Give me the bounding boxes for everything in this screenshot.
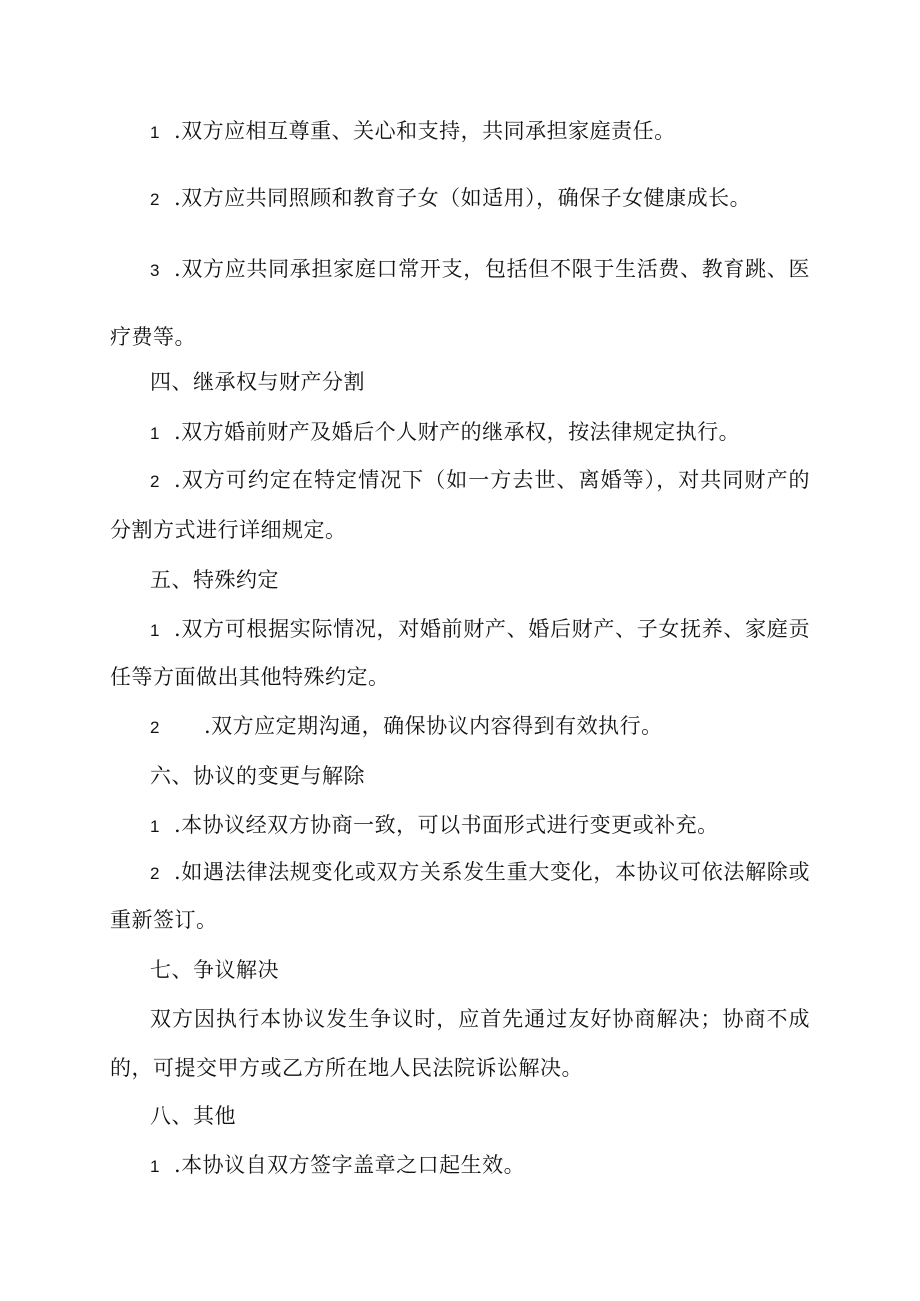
special-item-2: [150, 712, 663, 742]
item-number: 1: [150, 817, 160, 836]
duty-item-1: [150, 117, 676, 147]
item-text: .双方可根据实际情况，对婚前财产、婚后财产、子女抚养、家庭贡: [174, 617, 810, 641]
item-text: .双方应相互尊重、关心和支持，共同承担家庭责任。: [174, 119, 676, 143]
duty-item-3-cont: [110, 323, 196, 351]
section-heading-7: [150, 956, 279, 984]
duty-item-2: [150, 184, 751, 214]
heading-text: 五、特殊约定: [150, 568, 279, 592]
item-text: .双方应定期沟通，确保协议内容得到有效执行。: [204, 714, 663, 738]
item-text: .双方应共同承担家庭口常开支，包括但不限于生活费、教育跳、医: [174, 257, 810, 281]
item-number: 1: [150, 621, 160, 640]
item-text: .本协议经双方协商一致，可以书面形式进行变更或补充。: [174, 813, 719, 837]
item-number: 2: [150, 864, 160, 883]
item-number: 1: [150, 424, 160, 443]
heading-text: 七、争议解决: [150, 958, 279, 982]
section-heading-8: [150, 1102, 236, 1130]
section-heading-4: [150, 368, 365, 396]
item-text: .如遇法律法规变化或双方关系发生重大变化，本协议可依法解除或: [174, 860, 810, 884]
item-text: .双方婚前财产及婚后个人财产的继承权，按法律规定执行。: [174, 420, 741, 444]
item-number: 1: [150, 1157, 160, 1176]
item-text: 任等方面做出其他特殊约定。: [110, 665, 390, 689]
dispute-paragraph-cont: [110, 1054, 583, 1082]
item-number: 2: [150, 472, 160, 491]
item-number: 1: [150, 123, 160, 142]
heading-text: 四、继承权与财产分割: [150, 370, 365, 394]
special-item-1-cont: [110, 663, 390, 691]
item-number: 3: [150, 261, 160, 280]
section-heading-5: [150, 566, 279, 594]
special-item-1: [150, 615, 810, 645]
item-text: .双方可约定在特定情况下（如一方去世、离婚等），对共同财产的: [174, 468, 810, 492]
item-text: 疗费等。: [110, 325, 196, 349]
paragraph-text: 的，可提交甲方或乙方所在地人民法院诉讼解决。: [110, 1056, 583, 1080]
section-heading-6: [150, 762, 365, 790]
item-number: 2: [150, 190, 160, 209]
item-text: 分割方式进行详细规定。: [110, 518, 347, 542]
heading-text: 八、其他: [150, 1104, 236, 1128]
change-item-2-cont: [110, 906, 218, 934]
inherit-item-2: [150, 466, 810, 496]
dispute-paragraph: [150, 1005, 810, 1033]
inherit-item-1: [150, 418, 740, 448]
item-text: .本协议自双方签字盖章之口起生效。: [174, 1153, 526, 1177]
heading-text: 六、协议的变更与解除: [150, 764, 365, 788]
duty-item-3: [150, 255, 810, 285]
item-text: .双方应共同照顾和教育子女（如适用），确保子女健康成长。: [174, 186, 752, 210]
item-text: 重新签订。: [110, 908, 218, 932]
paragraph-text: 双方因执行本协议发生争议时，应首先通过友好协商解决；协商不成: [150, 1007, 810, 1031]
inherit-item-2-cont: [110, 516, 347, 544]
other-item-1: [150, 1151, 525, 1181]
item-number: 2: [150, 718, 160, 737]
change-item-2: [150, 858, 810, 888]
change-item-1: [150, 811, 719, 841]
